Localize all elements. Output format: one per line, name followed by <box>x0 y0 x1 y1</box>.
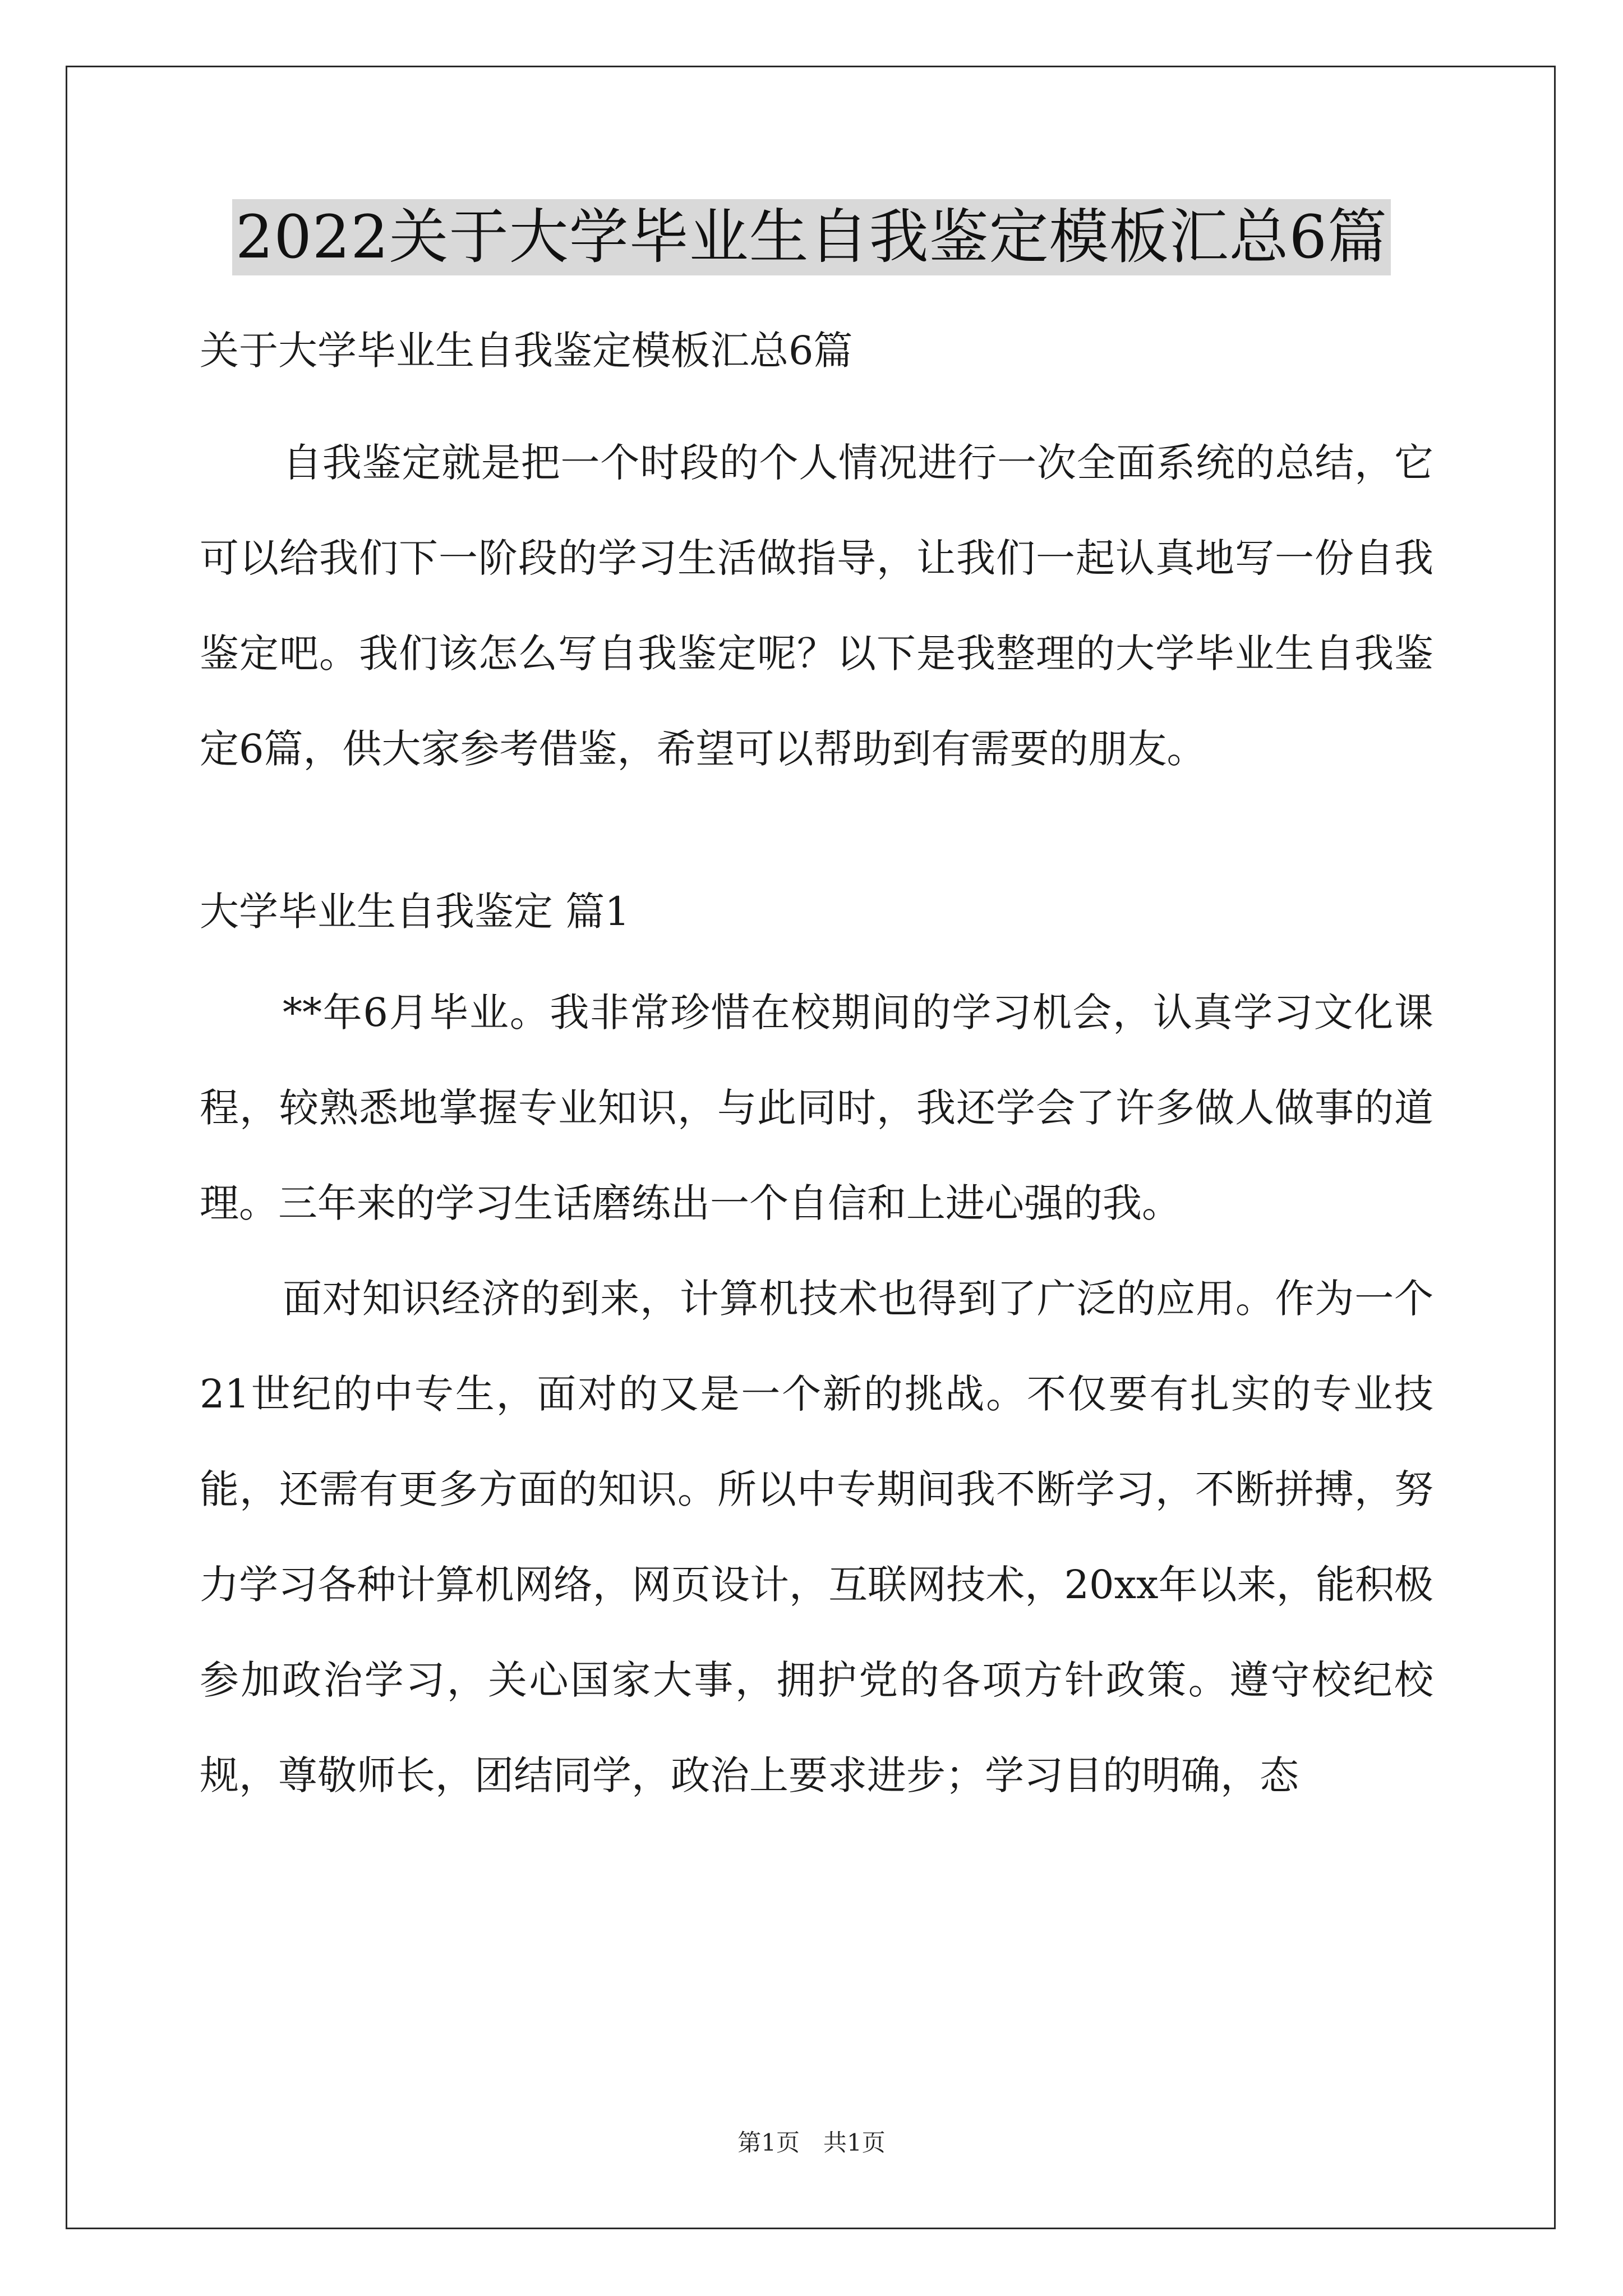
document-body <box>200 320 1433 1823</box>
intro-paragraph: 自我鉴定就是把一个时段的个人情况进行一次全面系统的总结，它可以给我们下一阶段的学习生活做指导，让我们一起认真地写一份自我鉴定吧。我们该怎么写自我鉴定呢？以下是我整理的大学毕业生自我鉴定6篇，供大家参考借鉴，希望可以帮助到有需要的朋友。 <box>200 440 1433 772</box>
document-title: 2022关于大学毕业生自我鉴定模板汇总6篇 <box>232 199 1391 275</box>
page-footer: 第1页 共1页 <box>737 2129 886 2156</box>
document-subtitle: 关于大学毕业生自我鉴定模板汇总6篇 <box>200 328 853 374</box>
title-container <box>0 199 1623 275</box>
section-heading: 大学毕业生自我鉴定 篇1 <box>200 889 630 935</box>
body-paragraph: **年6月毕业。我非常珍惜在校期间的学习机会，认真学习文化课程，较熟悉地掌握专业知识，与此同时，我还学会了许多做人做事的道理。三年来的学习生话磨练出一个自信和上进心强的我。 <box>200 990 1433 1226</box>
body-paragraph: 面对知识经济的到来，计算机技术也得到了广泛的应用。作为一个21世纪的中专生，面对的又是一个新的挑战。不仅要有扎实的专业技能，还需有更多方面的知识。所以中专期间我不断学习，不断拼搏，努力学习各种计算机网络，网页设计，互联网技术，20xx年以来，能积极参加政治学习，关心国家大事，拥护党的各项方针政策。遵守校纪校规，尊敬师长，团结同学，政治上要求进步；学习目的明确，态 <box>200 1276 1433 1798</box>
